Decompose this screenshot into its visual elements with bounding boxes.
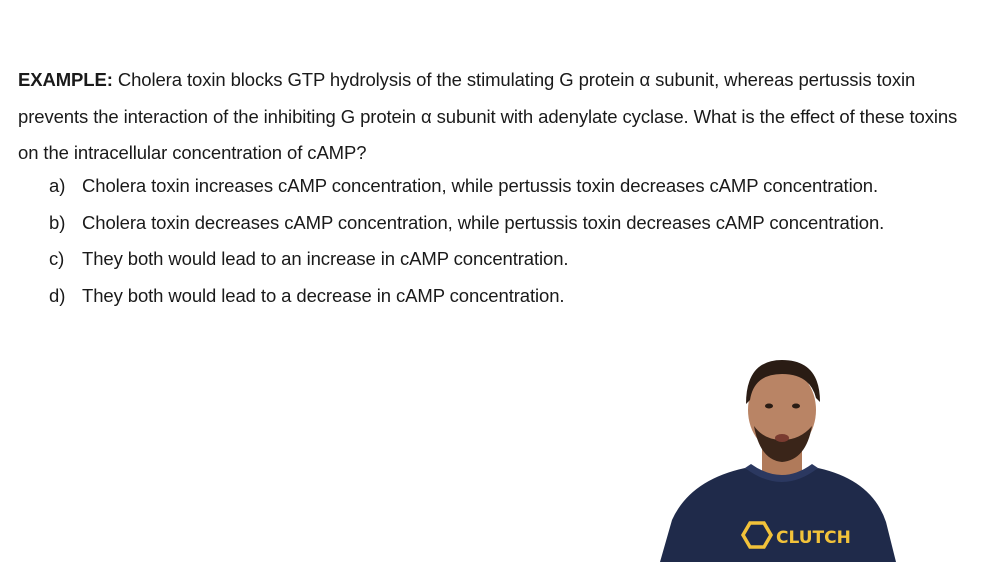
- example-label: EXAMPLE:: [18, 69, 113, 90]
- question-text: [18, 62, 978, 172]
- option-c: [49, 241, 884, 278]
- option-d: [49, 278, 884, 315]
- option-text: Cholera toxin decreases cAMP concentration, while pertussis toxin decreases cAMP concentration.: [82, 211, 885, 233]
- option-a: [49, 168, 884, 205]
- shirt-logo-text: CLUTCH: [776, 528, 851, 548]
- option-text: Cholera toxin increases cAMP concentration, while pertussis toxin decreases cAMP concentration.: [82, 175, 878, 196]
- option-text: They both would lead to a decrease in cAMP concentration.: [82, 284, 565, 306]
- question-body: Cholera toxin blocks GTP hydrolysis of the stimulating G protein α subunit, whereas pertussis toxin prevents the interaction of the inhibiting G protein α subunit with adenylate cyclase. What is the effect of these toxins on the intracellular concentration of cAMP?: [18, 69, 958, 163]
- option-letter: d): [49, 284, 66, 306]
- option-letter: b): [49, 211, 66, 233]
- option-b: [49, 205, 884, 242]
- presenter-video: [650, 340, 900, 562]
- option-text: They both would lead to an increase in cAMP concentration.: [82, 248, 569, 269]
- option-letter: a): [49, 175, 66, 196]
- option-letter: c): [49, 248, 65, 269]
- answer-options: [49, 168, 884, 314]
